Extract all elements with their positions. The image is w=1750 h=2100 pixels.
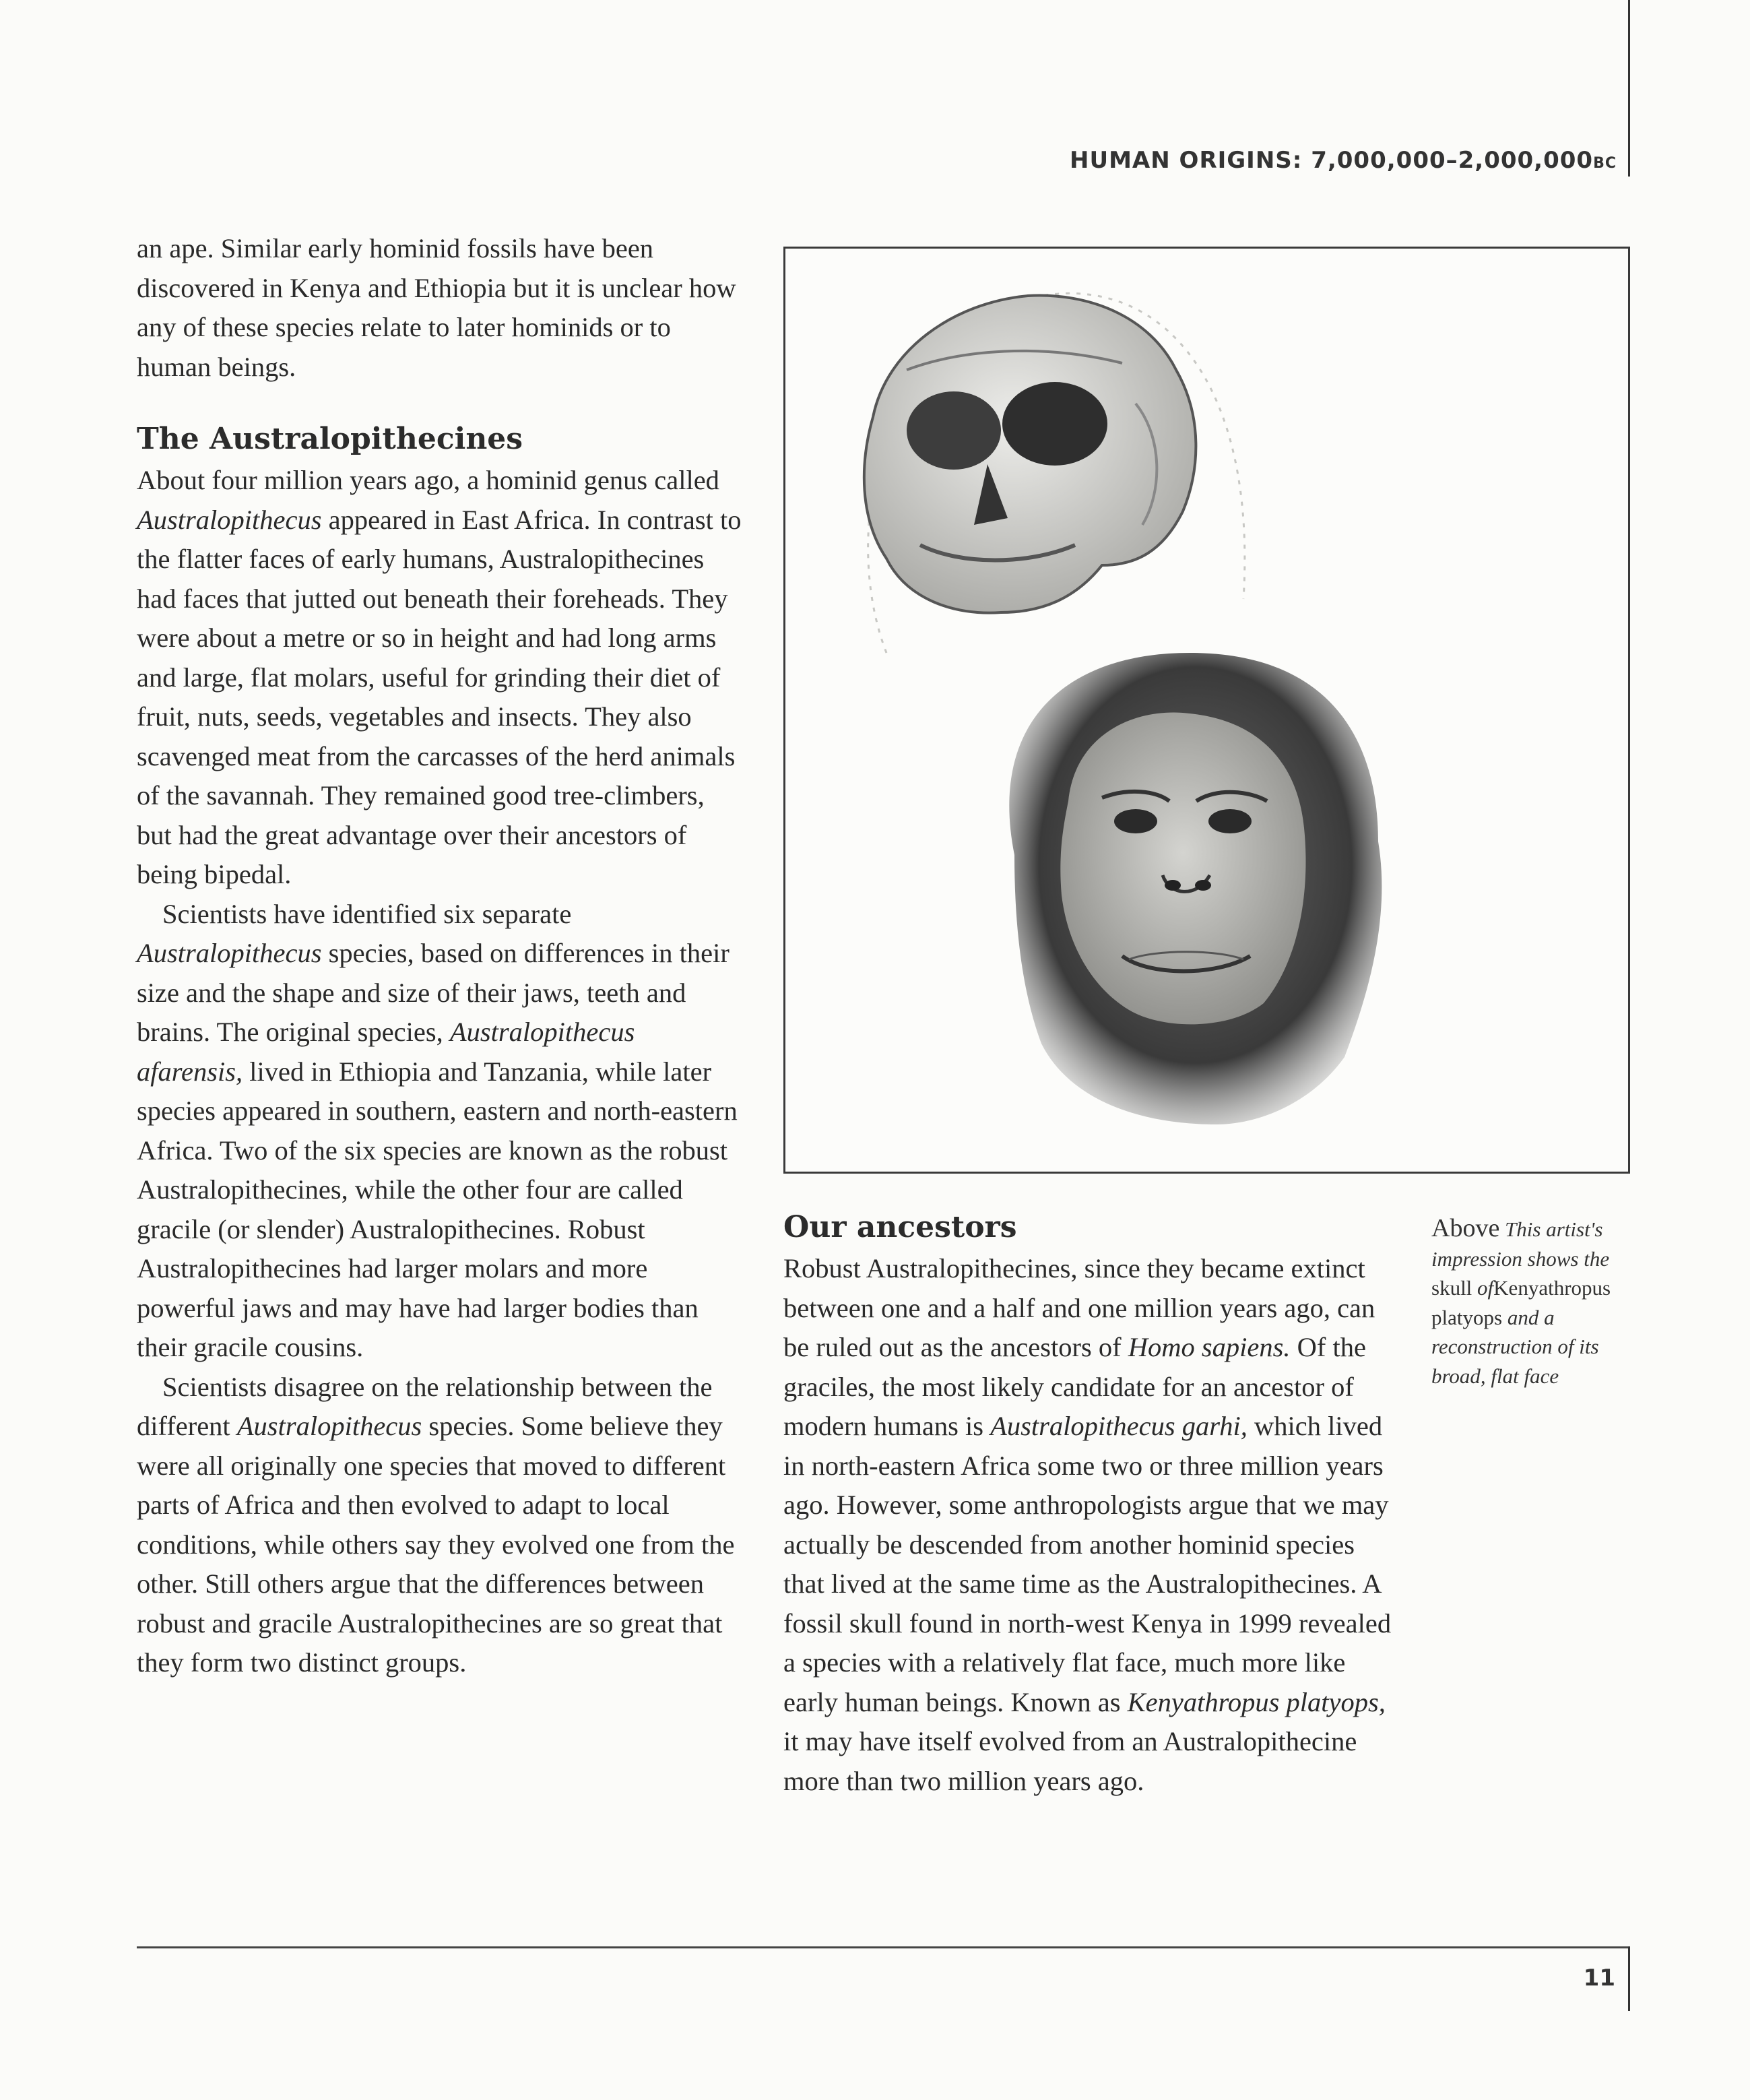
section-heading-australopithecines: The Australopithecines (137, 422, 523, 456)
paragraph-australopithecines-1: About four million years ago, a hominid genus called Australopithecus appeared in East Africa. In contrast to the flatter faces of early humans, Australopithecines had faces that jutted out beneath their foreheads. They were about a metre or so in height and had long arms and large, flat molars, useful for grinding their diet of fruit, nuts, seeds, vegetables and insects. They also scavenged meat from the carcasses of the herd animals of the savannah. They remained good tree-climbers, but had the great advantage over their ancestors of being bipedal. (137, 465, 742, 889)
caption-text-3: of (1477, 1276, 1494, 1300)
page-number: 11 (1583, 1965, 1615, 1992)
top-right-rule (1628, 0, 1630, 177)
caption-lead: Above (1431, 1214, 1500, 1242)
middle-column (783, 1206, 1396, 1801)
section-heading-our-ancestors: Our ancestors (783, 1210, 1017, 1244)
caption-text-1: This artist's impression shows the (1431, 1217, 1610, 1271)
running-head-suffix: BC (1593, 155, 1617, 172)
paragraph-australopithecines-2: Scientists have identified six separate Australopithecus species, based on differences in their size and the shape and size of their jaws, teeth and brains. The original species, Australopithecus afarensis, lived in Ethiopia and Tanzania, while later species appeared in southern, eastern and north-eastern Africa. Two of the six species are known as the robust Australopithecines, while the other four are called gracile (or slender) Australopithecines. Robust Australopithecines had larger molars and more powerful jaws and may have had larger bodies than their gracile cousins. (137, 898, 738, 1362)
paragraph-australopithecines-3: Scientists disagree on the relationship between the different Australopithecus species. Some believe they were all originally one species that moved to different parts of Africa and then evolved to adapt to local conditions, while others say they evolved one from the other. Still others argue that the differences between robust and gracile Australopithecines are so great that they form two distinct groups. (137, 1371, 735, 1678)
caption-text-2: skull (1431, 1276, 1472, 1300)
caption-text-5: and a reconstruction of its broad, flat face (1431, 1305, 1599, 1388)
figure-illustration (783, 247, 1630, 1174)
left-column (137, 229, 743, 1683)
footer-right-rule (1628, 1946, 1630, 2011)
skull-and-face-illustration-icon (785, 249, 1628, 1172)
figure-caption (1431, 1214, 1633, 1391)
footer-rule (137, 1946, 1630, 1948)
caption-text-4: Kenyathropus platyops (1431, 1276, 1611, 1329)
running-head (1064, 147, 1617, 174)
paragraph-intro: an ape. Similar early hominid fossils have been discovered in Kenya and Ethiopia but it is unclear how any of these species relate to later hominids or to human beings. (137, 233, 736, 382)
face-drawing (1009, 653, 1382, 1124)
skull-drawing (864, 296, 1196, 613)
running-head-text: HUMAN ORIGINS: 7,000,000–2,000,000 (1070, 147, 1594, 174)
paragraph-our-ancestors: Robust Australopithecines, since they became extinct between one and a half and one million years ago, can be ruled out as the ancestors of Homo sapiens. Of the graciles, the most likely candidate for an ancestor of modern humans is Australopithecus garhi, which lived in north-eastern Africa some two or three million years ago. However, some anthropologists argue that we may actually be descended from another hominid species that lived at the same time as the Australopithecines. A fossil skull found in north-west Kenya in 1999 revealed a species with a relatively flat face, much more like early human beings. Known as Kenyathropus platyops, it may have itself evolved from an Australopithecine more than two million years ago. (783, 1253, 1392, 1796)
